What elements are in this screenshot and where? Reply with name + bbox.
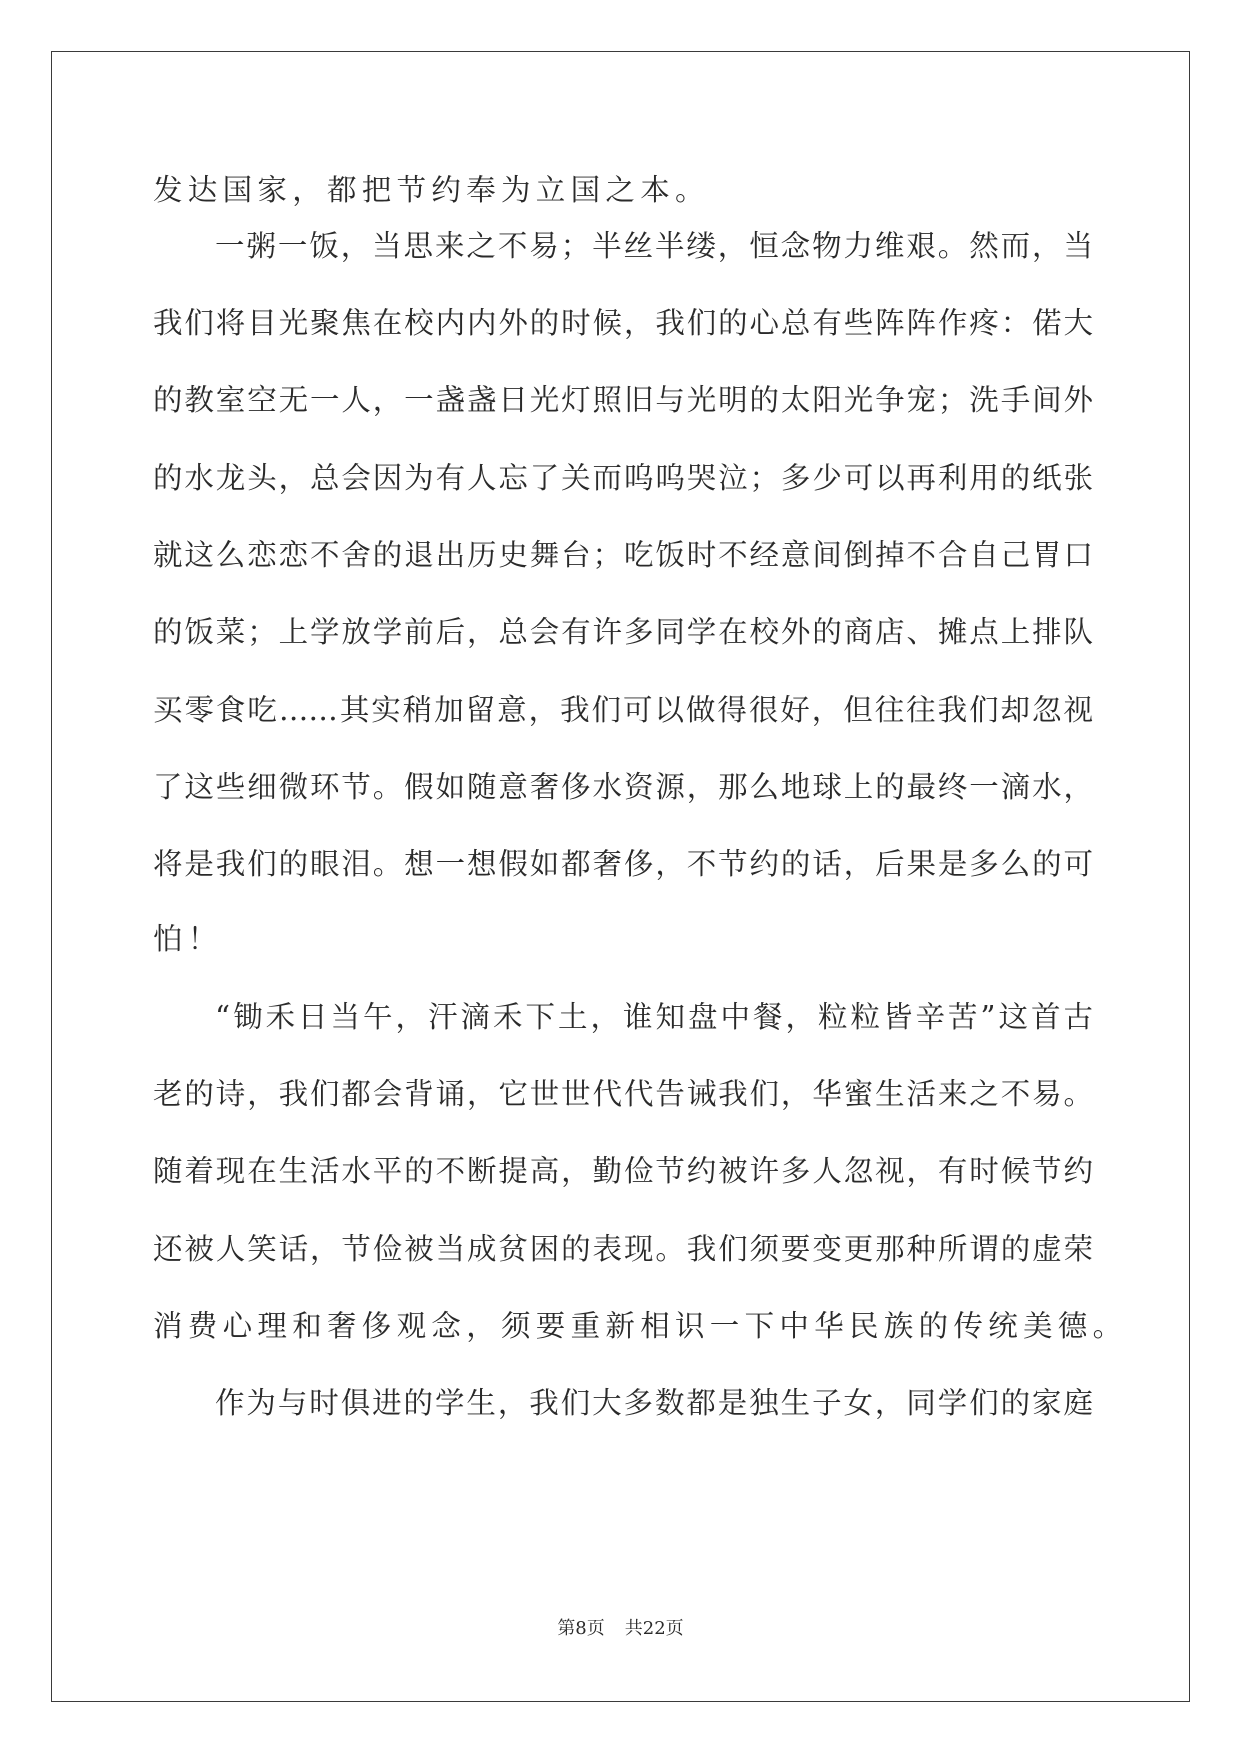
text-line: 的饭菜；上学放学前后，总会有许多同学在校外的商店、摊点上排队 bbox=[153, 615, 1093, 649]
text-line: 我们将目光聚焦在校内内外的时候，我们的心总有些阵阵作疼：偌大 bbox=[153, 306, 1093, 340]
text-line: 作为与时俱进的学生，我们大多数都是独生子女，同学们的家庭 bbox=[215, 1386, 1093, 1420]
text-line: 了这些细微环节。假如随意奢侈水资源，那么地球上的最终一滴水， bbox=[153, 770, 1093, 804]
text-line: 怕！ bbox=[153, 922, 223, 956]
text-line: 消费心理和奢侈观念，须要重新相识一下中华民族的传统美德。 bbox=[153, 1309, 1128, 1343]
text-line: 将是我们的眼泪。想一想假如都奢侈，不节约的话，后果是多么的可 bbox=[153, 847, 1093, 881]
text-line: “锄禾日当午，汗滴禾下土，谁知盘中餐，粒粒皆辛苦”这首古 bbox=[215, 1000, 1093, 1034]
text-line: 一粥一饭，当思来之不易；半丝半缕，恒念物力维艰。然而，当 bbox=[215, 229, 1093, 263]
text-line: 就这么恋恋不舍的退出历史舞台；吃饭时不经意间倒掉不合自己胃口 bbox=[153, 538, 1093, 572]
text-line: 买零食吃……其实稍加留意，我们可以做得很好，但往往我们却忽视 bbox=[153, 693, 1093, 727]
text-line: 老的诗，我们都会背诵，它世世代代告诫我们，华蜜生活来之不易。 bbox=[153, 1077, 1093, 1111]
text-line: 发达国家，都把节约奉为立国之本。 bbox=[153, 173, 710, 207]
page-number: 第8页 bbox=[557, 1618, 605, 1639]
text-line: 的水龙头，总会因为有人忘了关而呜呜哭泣；多少可以再利用的纸张 bbox=[153, 461, 1093, 495]
text-line: 随着现在生活水平的不断提高，勤俭节约被许多人忽视，有时候节约 bbox=[153, 1154, 1093, 1188]
text-line: 还被人笑话，节俭被当成贫困的表现。我们须要变更那种所谓的虚荣 bbox=[153, 1232, 1093, 1266]
text-line: 的教室空无一人，一盏盏日光灯照旧与光明的太阳光争宠；洗手间外 bbox=[153, 383, 1093, 417]
page-total: 共22页 bbox=[624, 1618, 684, 1639]
page-footer bbox=[0, 1616, 1241, 1642]
